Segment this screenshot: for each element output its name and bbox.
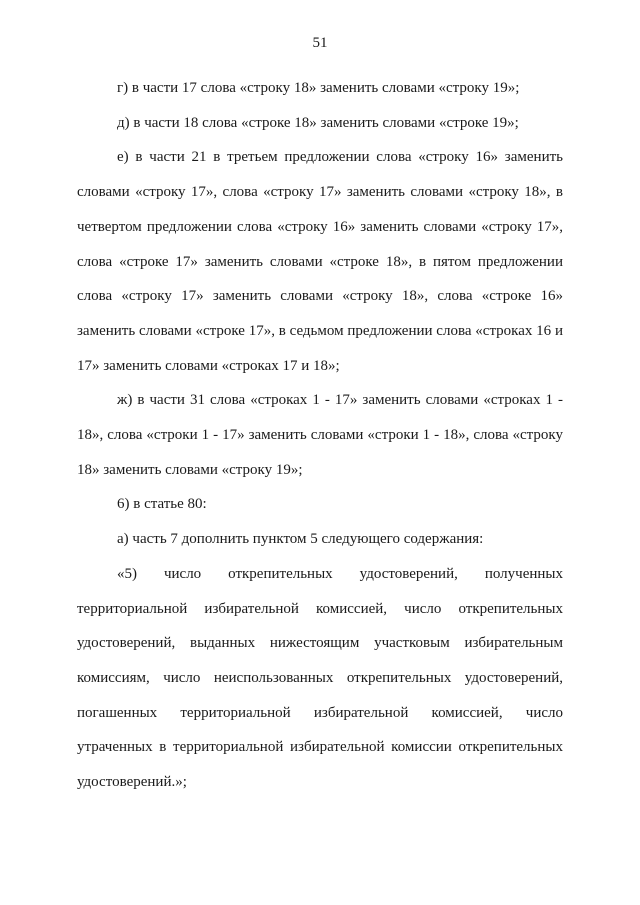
document-body: [77, 71, 563, 800]
paragraph-zh: ж) в части 31 слова «строках 1 - 17» заменить словами «строках 1 - 18», слова «строки 1 - 17» заменить словами «строки 1 - 18», слова «строку 18» заменить словами «строку 19»;: [77, 392, 563, 478]
paragraph-item-5: «5) число открепительных удостоверений, полученных территориальной избирательной комиссией, число открепительных удостоверений, выданных нижестоящим участковым избирательным комиссиям, число неиспользованных открепительных удостоверений, погашенных территориальной избирательной комиссией, число утраченных в территориальной избирательной комиссии открепительных удостоверений.»;: [77, 565, 563, 791]
paragraph-g: г) в части 17 слова «строку 18» заменить словами «строку 19»;: [117, 80, 520, 96]
paragraph-e: е) в части 21 в третьем предложении слова «строку 16» заменить словами «строку 17», слова «строку 17» заменить словами «строку 18», в четвертом предложении слова «строку 16» заменить словами «строку 17», слова «строке 17» заменить словами «строке 18», в пятом предложении слова «строку 17» заменить словами «строку 18», слова «строке 16» заменить словами «строке 17», в седьмом предложении слова «строках 16 и 17» заменить словами «строках 17 и 18»;: [77, 149, 563, 374]
paragraph-d: д) в части 18 слова «строке 18» заменить словами «строке 19»;: [117, 114, 519, 131]
paragraph-article-80: 6) в статье 80:: [117, 496, 207, 513]
page-number: 51: [312, 35, 328, 51]
paragraph-a: а) часть 7 дополнить пунктом 5 следующего содержания:: [117, 531, 484, 548]
